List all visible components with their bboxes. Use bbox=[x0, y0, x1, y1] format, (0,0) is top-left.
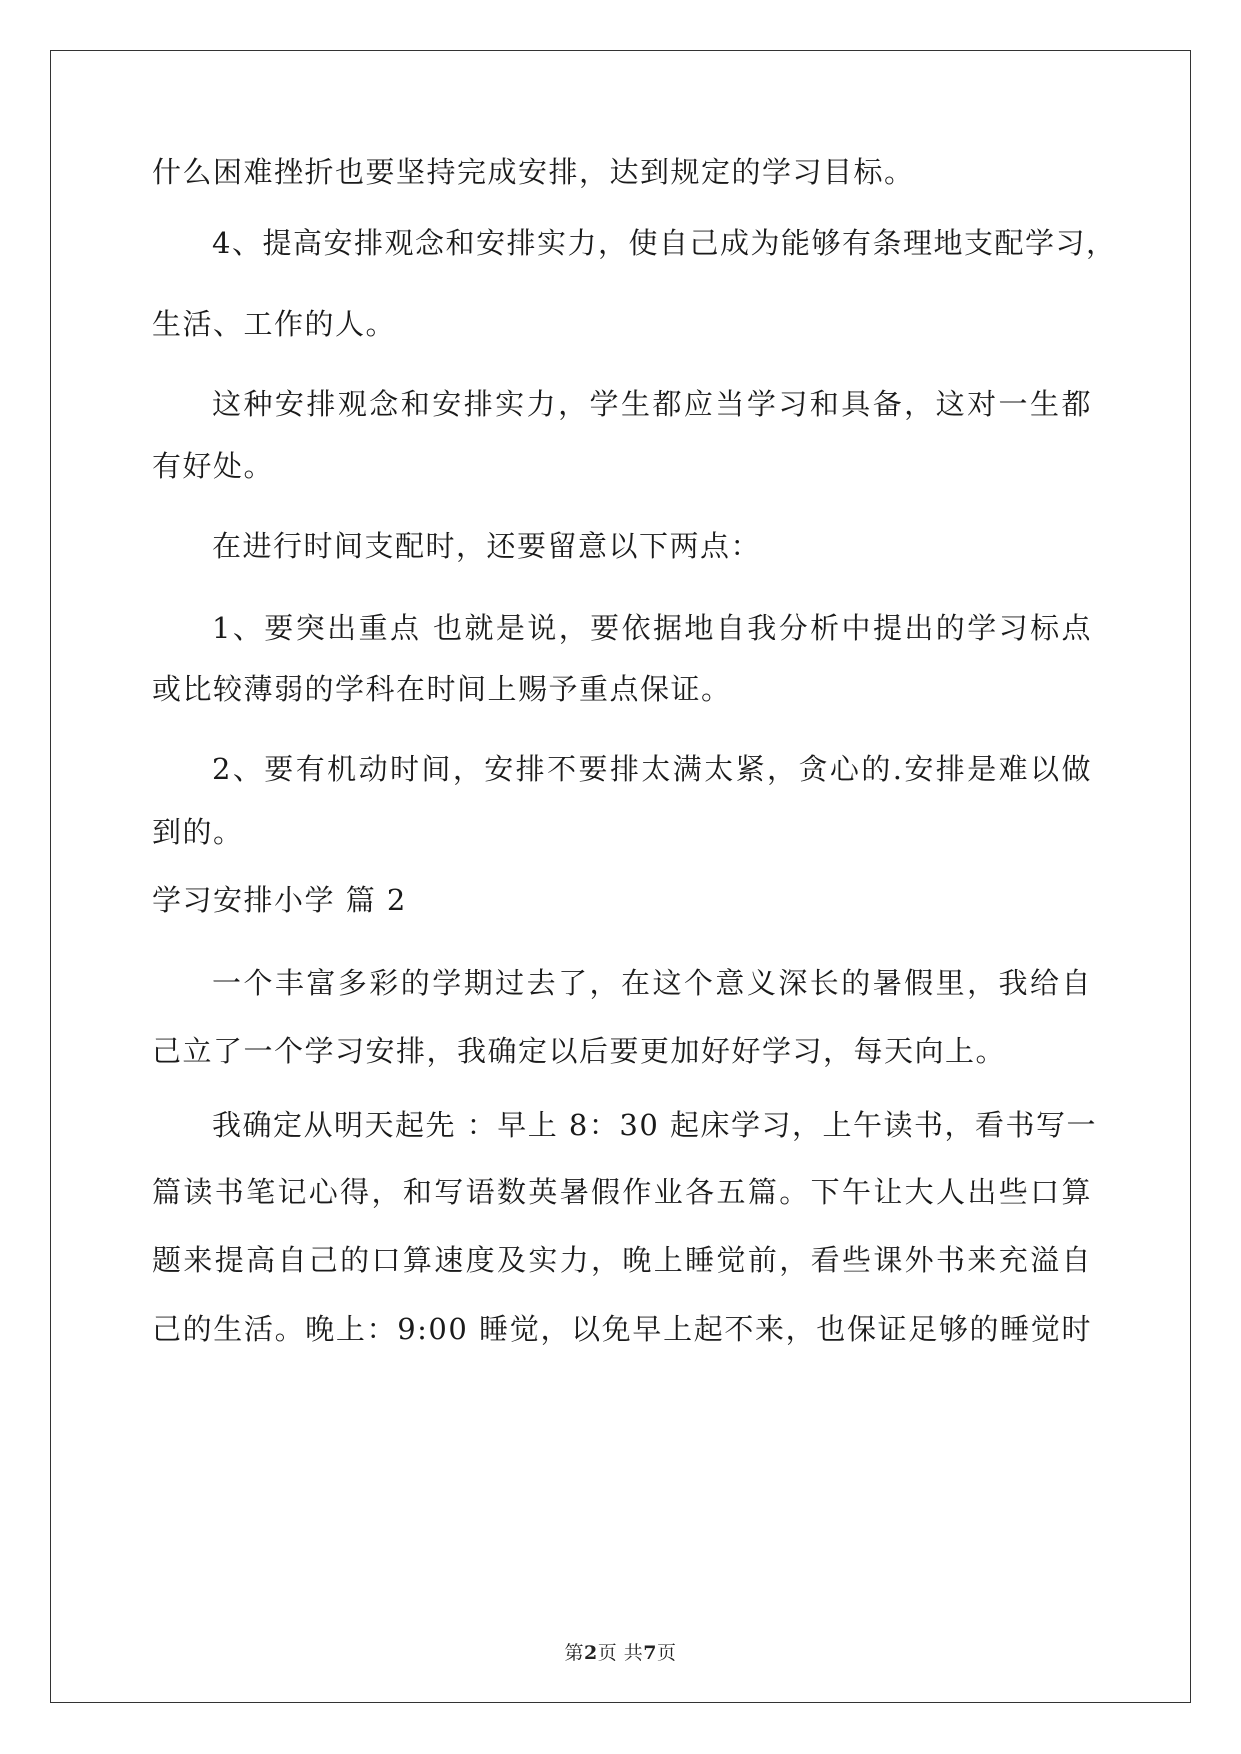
footer-page-suffix: 页 bbox=[657, 1642, 677, 1664]
footer-page-current: 2 bbox=[583, 1642, 598, 1664]
text-line: 篇读书笔记心得，和写语数英暑假作业各五篇。下午让大人出些口算 bbox=[152, 1175, 1092, 1209]
text-line: 一个丰富多彩的学期过去了，在这个意义深长的暑假里，我给自 bbox=[212, 966, 1092, 1000]
footer-page-mid: 页 共 bbox=[597, 1642, 644, 1664]
text-line: 题来提高自己的口算速度及实力，晚上睡觉前，看些课外书来充溢自 bbox=[152, 1243, 1092, 1277]
text-line: 什么困难挫折也要坚持完成安排，达到规定的学习目标。 bbox=[152, 155, 915, 189]
text-line: 4、提高安排观念和安排实力，使自己成为能够有条理地支配学习， bbox=[212, 226, 1117, 260]
text-line: 有好处。 bbox=[152, 449, 275, 483]
footer-page-prefix: 第 bbox=[564, 1642, 584, 1664]
text-line: 这种安排观念和安排实力，学生都应当学习和具备，这对一生都 bbox=[212, 387, 1092, 421]
text-line: 2、要有机动时间，安排不要排太满太紧，贪心的.安排是难以做 bbox=[212, 752, 1092, 786]
section-heading: 学习安排小学 篇 2 bbox=[152, 883, 407, 917]
text-line: 1、要突出重点 也就是说，要依据地自我分析中提出的学习标点 bbox=[212, 611, 1092, 645]
text-line: 己立了一个学习安排，我确定以后要更加好好学习，每天向上。 bbox=[152, 1034, 1007, 1068]
text-line: 己的生活。晚上：9:00 睡觉，以免早上起不来，也保证足够的睡觉时 bbox=[152, 1312, 1092, 1346]
text-line: 或比较薄弱的学科在时间上赐予重点保证。 bbox=[152, 672, 732, 706]
text-line: 生活、工作的人。 bbox=[152, 307, 397, 341]
text-line: 到的。 bbox=[152, 815, 244, 849]
text-line: 在进行时间支配时，还要留意以下两点： bbox=[212, 529, 762, 563]
page-footer bbox=[0, 1641, 1241, 1665]
page-border bbox=[50, 50, 1191, 1703]
footer-page-total: 7 bbox=[643, 1642, 657, 1664]
text-line: 我确定从明天起先 ：早上 8：30 起床学习，上午读书，看书写一 bbox=[212, 1108, 1098, 1142]
